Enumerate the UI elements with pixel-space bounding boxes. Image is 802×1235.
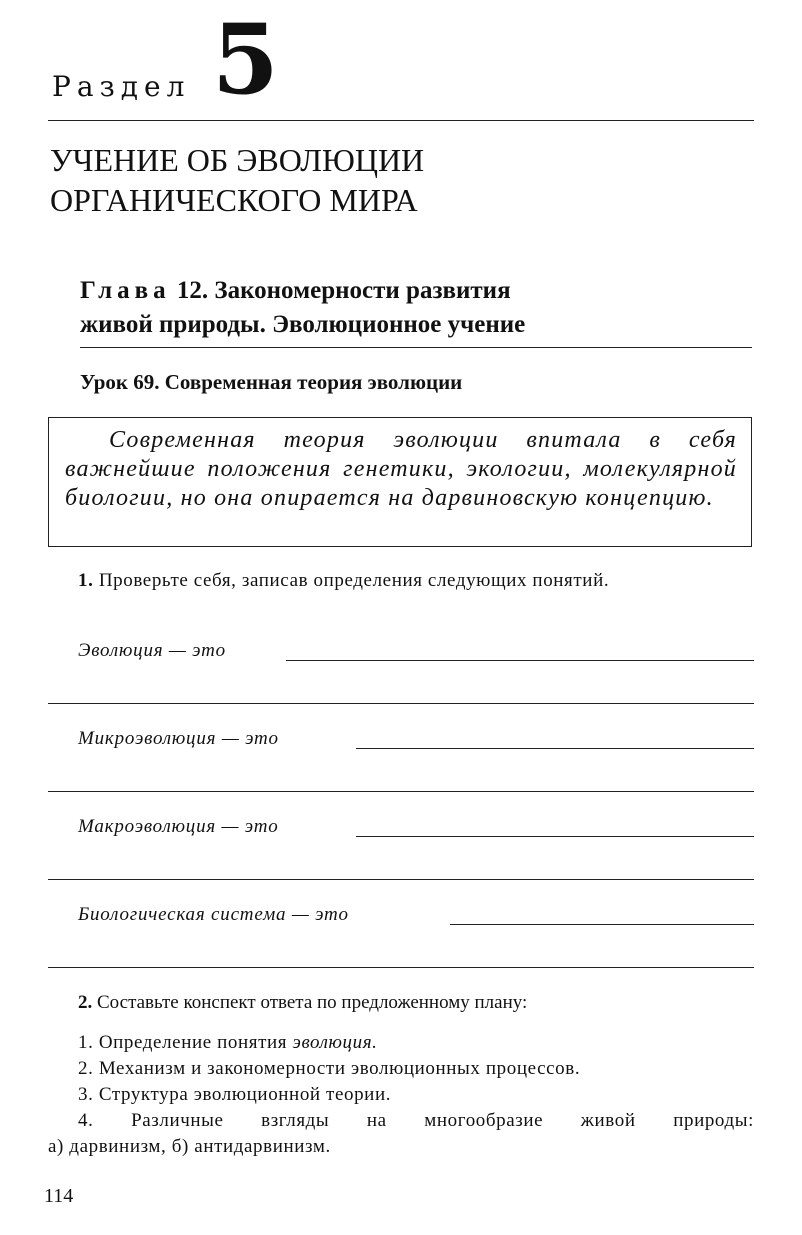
task-2-prompt — [78, 990, 527, 1016]
answer-line-biological-system-1[interactable] — [450, 924, 754, 925]
task-1-number: 1. — [78, 570, 94, 591]
term-macroevolution: Макроэволюция — это — [78, 816, 279, 837]
term-microevolution: Микроэволюция — это — [78, 728, 279, 749]
plan-item-continuation: а) дарвинизм, б) антидарвинизм. — [48, 1136, 331, 1157]
chapter-number: 12. — [176, 277, 209, 304]
task-2-text: Составьте конспект ответа по предложенному плану: — [97, 992, 528, 1013]
key-idea-text: Современная теория эволюции впитала в себя важнейшие положения генетики, экологии, молекулярной биологии, но она опирается на дарвиновскую концепцию. — [65, 427, 737, 511]
chapter-title — [80, 274, 525, 342]
answer-line-biological-system-2[interactable] — [48, 967, 754, 968]
section-number: 5 — [212, 3, 279, 116]
term-biological-system: Биологическая система — это — [78, 904, 349, 925]
page-number: 114 — [44, 1185, 74, 1207]
term-evolution: Эволюция — это — [78, 640, 226, 661]
answer-line-microevolution-2[interactable] — [48, 791, 754, 792]
section-label: Раздел — [52, 70, 191, 103]
chapter-label: Глава — [80, 277, 171, 304]
answer-line-evolution-2[interactable] — [48, 703, 754, 704]
section-title: УЧЕНИЕ ОБ ЭВОЛЮЦИИ ОРГАНИЧЕСКОГО МИРА — [50, 142, 425, 218]
plan-item: 2. Механизм и закономерности эволюционных процессов. — [78, 1058, 581, 1079]
section-divider — [48, 120, 754, 121]
plan-item: 3. Структура эволюционной теории. — [78, 1084, 392, 1105]
chapter-title-part2: живой природы. Эволюционное учение — [80, 311, 526, 338]
answer-plan — [48, 1030, 754, 1160]
chapter-divider — [80, 347, 752, 348]
answer-line-microevolution-1[interactable] — [356, 748, 754, 749]
plan-item: 4. Различные взгляды на многообразие живой природы: — [78, 1110, 754, 1131]
key-idea-box — [48, 417, 752, 547]
task-1-text: Проверьте себя, записав определения следующих понятий. — [98, 570, 610, 591]
plan-item-emphasis: эволюция. — [292, 1032, 378, 1053]
answer-line-macroevolution-2[interactable] — [48, 879, 754, 880]
chapter-title-part1: Закономерности развития — [214, 277, 511, 304]
plan-item: 1. Определение понятия эволюция. — [78, 1032, 378, 1053]
lesson-title: Урок 69. Современная теория эволюции — [80, 370, 463, 394]
answer-line-macroevolution-1[interactable] — [356, 836, 754, 837]
task-2-number: 2. — [78, 992, 93, 1013]
task-1-prompt — [48, 568, 754, 594]
answer-line-evolution-1[interactable] — [286, 660, 754, 661]
